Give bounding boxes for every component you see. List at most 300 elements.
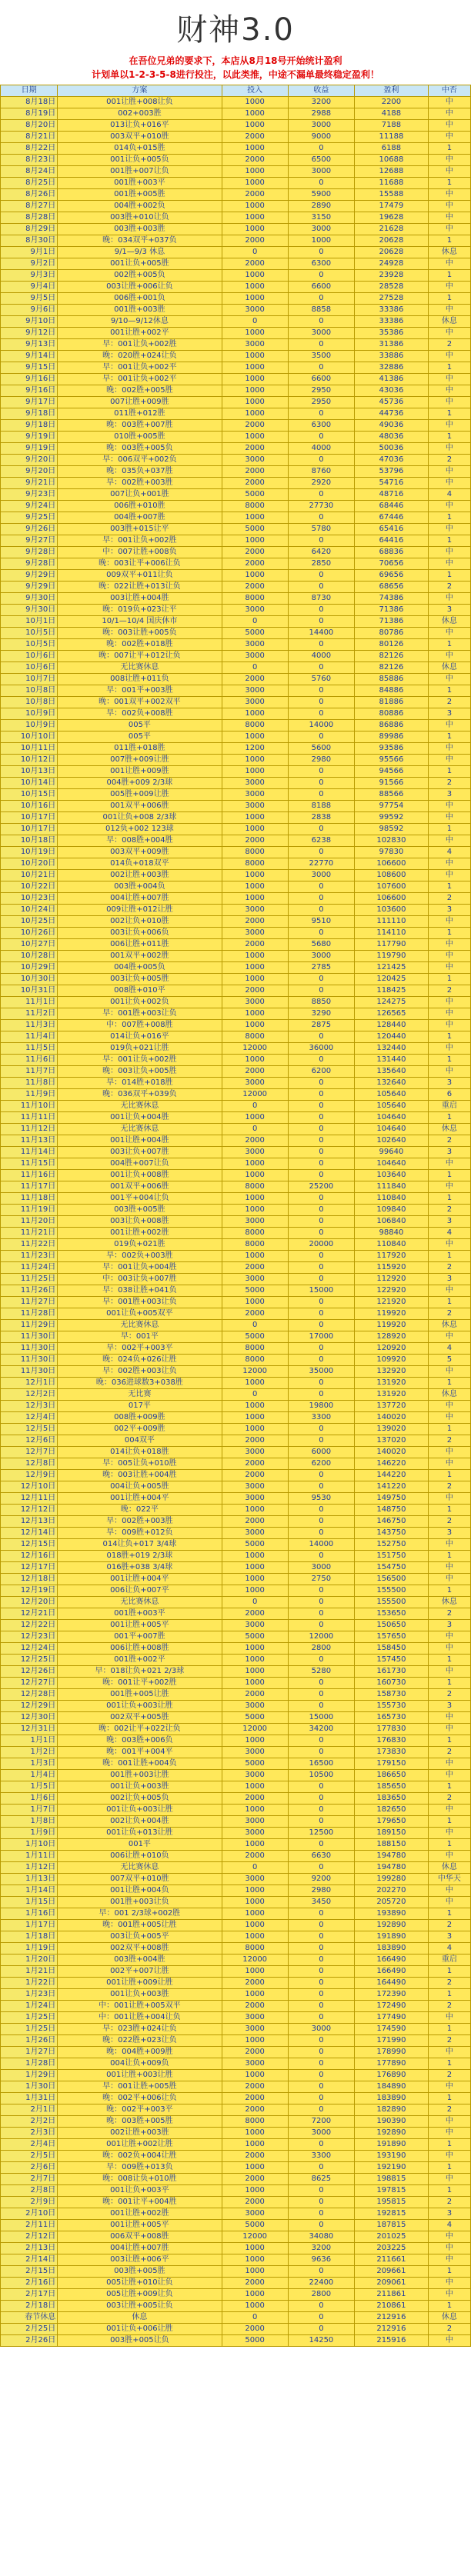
cell-return: 0 — [288, 824, 354, 835]
cell-stake: 2000 — [222, 1978, 288, 1989]
cell-stake: 3000 — [222, 1147, 288, 1158]
cell-profit: 183650 — [355, 1793, 429, 1805]
table-row — [1, 1481, 471, 1493]
cell-stake: 1000 — [222, 2139, 288, 2151]
cell-date: 12月30日 — [1, 1712, 58, 1724]
cell-hit: 1 — [428, 1839, 470, 1851]
cell-stake: 2000 — [222, 132, 288, 143]
cell-stake: 1000 — [222, 1989, 288, 2001]
cell-return: 4000 — [288, 651, 354, 662]
cell-hit: 中 — [428, 1851, 470, 1862]
cell-return: 6200 — [288, 1066, 354, 1078]
cell-profit: 173830 — [355, 1747, 429, 1758]
cell-stake: 2000 — [222, 235, 288, 247]
table-row — [1, 1274, 471, 1285]
cell-return: 5780 — [288, 524, 354, 535]
cell-return: 4000 — [288, 443, 354, 455]
cell-profit: 105640 — [355, 1101, 429, 1112]
cell-hit: 1 — [428, 1112, 470, 1124]
cell-profit: 68656 — [355, 582, 429, 593]
cell-return: 6600 — [288, 374, 354, 385]
cell-hit: 中 — [428, 997, 470, 1008]
cell-profit: 192815 — [355, 2208, 429, 2220]
cell-profit: 132920 — [355, 1366, 429, 1378]
cell-date: 11月7日 — [1, 1066, 58, 1078]
cell-plan: 001让胜+002胜 — [58, 1228, 222, 1239]
cell-hit: 中 — [428, 1562, 470, 1574]
cell-stake: 1000 — [222, 1424, 288, 1435]
cell-return: 0 — [288, 1931, 354, 1943]
table-row — [1, 501, 471, 512]
cell-stake: 1000 — [222, 708, 288, 720]
cell-plan: 001让负+005双平 — [58, 1308, 222, 1320]
cell-date: 2月3日 — [1, 2128, 58, 2139]
cell-date: 10月16日 — [1, 801, 58, 812]
table-row — [1, 2301, 471, 2312]
cell-hit: 1 — [428, 766, 470, 778]
table-row — [1, 951, 471, 962]
cell-plan: 晚：002平+006让负 — [58, 2093, 222, 2104]
cell-hit: 3 — [428, 1701, 470, 1712]
table-row — [1, 2254, 471, 2266]
cell-plan: 004胜+002负 — [58, 201, 222, 212]
cell-date: 11月30日 — [1, 1343, 58, 1355]
cell-profit: 33386 — [355, 316, 429, 328]
cell-profit: 20628 — [355, 235, 429, 247]
cell-hit: 2 — [428, 1135, 470, 1147]
cell-date: 10月31日 — [1, 985, 58, 997]
table-row — [1, 778, 471, 789]
table-row — [1, 1424, 471, 1435]
cell-return: 0 — [288, 143, 354, 155]
cell-plan: 001让胜+002让胜 — [58, 2139, 222, 2151]
column-header-stake: 投入 — [222, 85, 288, 97]
cell-plan: 早：009胜+013负 — [58, 2162, 222, 2174]
cell-hit: 2 — [428, 2197, 470, 2208]
cell-profit: 106600 — [355, 858, 429, 870]
cell-hit: 中 — [428, 1447, 470, 1458]
cell-plan: 010胜+005胜 — [58, 432, 222, 443]
cell-profit: 117920 — [355, 1251, 429, 1262]
cell-hit: 中 — [428, 1758, 470, 1770]
cell-hit: 中 — [428, 1401, 470, 1412]
cell-stake: 1000 — [222, 824, 288, 835]
cell-hit: 1 — [428, 178, 470, 189]
cell-hit: 3 — [428, 605, 470, 616]
cell-hit: 中 — [428, 812, 470, 824]
cell-hit: 中 — [428, 1181, 470, 1193]
cell-stake: 3000 — [222, 685, 288, 697]
table-row — [1, 685, 471, 697]
table-row — [1, 1308, 471, 1320]
table-row — [1, 1101, 471, 1112]
cell-plan: 001让胜+004平 — [58, 1574, 222, 1585]
cell-profit: 187815 — [355, 2220, 429, 2231]
cell-plan: 001让胜+004平 — [58, 1493, 222, 1505]
cell-stake: 3000 — [222, 639, 288, 651]
cell-plan: 晚：034双平+037负 — [58, 235, 222, 247]
cell-profit: 198815 — [355, 2174, 429, 2185]
cell-return: 0 — [288, 1862, 354, 1874]
cell-plan: 001让胜+008让负 — [58, 97, 222, 108]
cell-plan: 早：002胜+003让负 — [58, 1366, 222, 1378]
cell-plan: 003让胜+006让负 — [58, 282, 222, 293]
cell-hit: 中 — [428, 2116, 470, 2128]
cell-date: 11月10日 — [1, 1101, 58, 1112]
cell-hit: 2 — [428, 985, 470, 997]
cell-stake: 3000 — [222, 605, 288, 616]
table-row — [1, 432, 471, 443]
cell-date: 1月3日 — [1, 1758, 58, 1770]
table-row — [1, 1043, 471, 1055]
cell-stake: 0 — [222, 1862, 288, 1874]
cell-stake: 1000 — [222, 1193, 288, 1205]
cell-profit: 150650 — [355, 1620, 429, 1631]
cell-profit: 209061 — [355, 2278, 429, 2289]
cell-return: 6300 — [288, 258, 354, 270]
table-row — [1, 2035, 471, 2047]
cell-date: 11月26日 — [1, 1285, 58, 1297]
cell-plan: 001让胜+002胜 — [58, 2208, 222, 2220]
cell-plan: 007胜+009让胜 — [58, 755, 222, 766]
cell-hit: 1 — [428, 1816, 470, 1828]
cell-plan: 晚：001让胜+004负 — [58, 1758, 222, 1770]
table-row — [1, 1689, 471, 1701]
cell-date: 1月12日 — [1, 1862, 58, 1874]
cell-stake: 1000 — [222, 385, 288, 397]
cell-return: 27730 — [288, 501, 354, 512]
cell-profit: 179650 — [355, 1816, 429, 1828]
cell-date: 12月26日 — [1, 1666, 58, 1678]
cell-return: 9636 — [288, 2254, 354, 2266]
cell-return: 0 — [288, 1158, 354, 1170]
cell-date: 10月21日 — [1, 870, 58, 881]
cell-return: 2988 — [288, 108, 354, 120]
table-row — [1, 1320, 471, 1331]
cell-return: 0 — [288, 2093, 354, 2104]
cell-plan: 早：001让负+002胜 — [58, 1055, 222, 1066]
cell-hit: 中 — [428, 628, 470, 639]
cell-stake: 5000 — [222, 489, 288, 501]
table-row — [1, 1112, 471, 1124]
cell-stake: 8000 — [222, 1343, 288, 1355]
table-row — [1, 639, 471, 651]
table-row — [1, 1078, 471, 1089]
page-title: 财神3.0 — [176, 12, 295, 48]
cell-stake: 2000 — [222, 258, 288, 270]
cell-return: 0 — [288, 1701, 354, 1712]
cell-return: 0 — [288, 697, 354, 708]
cell-stake: 8000 — [222, 593, 288, 605]
cell-hit: 1 — [428, 270, 470, 282]
cell-plan: 003让胜+004胜 — [58, 593, 222, 605]
cell-profit: 212916 — [355, 2324, 429, 2335]
cell-return: 3000 — [288, 1562, 354, 1574]
cell-hit: 中 — [428, 1885, 470, 1897]
cell-date: 11月30日 — [1, 1355, 58, 1366]
cell-plan: 晚：022胜+023让负 — [58, 2035, 222, 2047]
cell-profit: 153650 — [355, 1608, 429, 1620]
cell-date: 12月7日 — [1, 1447, 58, 1458]
cell-hit: 1 — [428, 2301, 470, 2312]
cell-date: 1月25日 — [1, 2012, 58, 2024]
cell-profit: 17479 — [355, 201, 429, 212]
table-row — [1, 1631, 471, 1643]
cell-date: 10月5日 — [1, 639, 58, 651]
cell-date: 9月27日 — [1, 535, 58, 547]
table-row — [1, 1401, 471, 1412]
cell-plan: 004让负+009负 — [58, 2058, 222, 2070]
cell-hit: 1 — [428, 1251, 470, 1262]
cell-hit: 中 — [428, 1158, 470, 1170]
cell-date: 11月29日 — [1, 1320, 58, 1331]
cell-return: 0 — [288, 1805, 354, 1816]
cell-date: 12月25日 — [1, 1655, 58, 1666]
cell-hit: 3 — [428, 1147, 470, 1158]
table-row — [1, 535, 471, 547]
table-row — [1, 247, 471, 258]
cell-profit: 108600 — [355, 870, 429, 881]
cell-stake: 1000 — [222, 224, 288, 235]
cell-stake: 1000 — [222, 2301, 288, 2312]
cell-date: 10月17日 — [1, 824, 58, 835]
table-row — [1, 593, 471, 605]
cell-date: 1月24日 — [1, 2001, 58, 2012]
cell-plan: 003胜+005让负 — [58, 2335, 222, 2347]
cell-hit: 1 — [428, 1989, 470, 2001]
cell-profit: 21628 — [355, 224, 429, 235]
table-row — [1, 858, 471, 870]
cell-plan: 002胜+005负 — [58, 270, 222, 282]
cell-return: 6238 — [288, 835, 354, 847]
cell-plan: 008让胜+011负 — [58, 674, 222, 685]
cell-plan: 中：001让胜+004让负 — [58, 2012, 222, 2024]
cell-hit: 2 — [428, 1435, 470, 1447]
cell-date: 8月18日 — [1, 97, 58, 108]
cell-stake: 3000 — [222, 651, 288, 662]
cell-date: 11月13日 — [1, 1135, 58, 1147]
cell-plan: 晚：003让胜+004胜 — [58, 1470, 222, 1481]
table-row — [1, 974, 471, 985]
cell-hit: 中 — [428, 1828, 470, 1839]
cell-profit: 157650 — [355, 1631, 429, 1643]
cell-date: 10月8日 — [1, 697, 58, 708]
cell-plan: 019负+021胜 — [58, 1239, 222, 1251]
cell-return: 0 — [288, 1839, 354, 1851]
cell-hit: 3 — [428, 1078, 470, 1089]
table-row — [1, 2243, 471, 2254]
cell-return: 5280 — [288, 1666, 354, 1678]
cell-date: 11月8日 — [1, 1078, 58, 1089]
cell-date: 2月7日 — [1, 2174, 58, 2185]
cell-hit: 中 — [428, 651, 470, 662]
cell-plan: 001胜+007让负 — [58, 166, 222, 178]
cell-plan: 005平 — [58, 720, 222, 731]
cell-profit: 178990 — [355, 2047, 429, 2058]
cell-plan: 9/10—9/12休息 — [58, 316, 222, 328]
cell-hit: 休息 — [428, 316, 470, 328]
cell-plan: 晚：003胜+005胜 — [58, 2116, 222, 2128]
table-row — [1, 1828, 471, 1839]
cell-date: 1月14日 — [1, 1885, 58, 1897]
cell-profit: 195815 — [355, 2197, 429, 2208]
table-row — [1, 2081, 471, 2093]
table-row — [1, 2058, 471, 2070]
cell-hit: 4 — [428, 847, 470, 858]
cell-profit: 71386 — [355, 605, 429, 616]
cell-date: 12月8日 — [1, 1458, 58, 1470]
table-row — [1, 374, 471, 385]
cell-stake: 2000 — [222, 547, 288, 558]
cell-profit: 158450 — [355, 1643, 429, 1655]
table-row — [1, 558, 471, 570]
cell-plan: 002平+009胜 — [58, 1424, 222, 1435]
cell-plan: 001让负+013让胜 — [58, 1828, 222, 1839]
cell-hit: 中 — [428, 2254, 470, 2266]
cell-return: 0 — [288, 2012, 354, 2024]
cell-hit: 1 — [428, 1055, 470, 1066]
cell-stake: 1000 — [222, 512, 288, 524]
cell-profit: 190390 — [355, 2116, 429, 2128]
cell-stake: 1000 — [222, 1401, 288, 1412]
cell-plan: 003胜+004胜 — [58, 1954, 222, 1966]
cell-profit: 131920 — [355, 1389, 429, 1401]
cell-stake: 0 — [222, 1101, 288, 1112]
cell-hit: 中 — [428, 155, 470, 166]
cell-date: 12月19日 — [1, 1585, 58, 1597]
cell-date: 1月21日 — [1, 1966, 58, 1978]
table-row — [1, 1816, 471, 1828]
cell-profit: 11188 — [355, 132, 429, 143]
cell-date: 10月12日 — [1, 755, 58, 766]
cell-plan: 006让负+007平 — [58, 1585, 222, 1597]
cell-date: 11月20日 — [1, 1216, 58, 1228]
cell-profit: 99640 — [355, 1147, 429, 1158]
table-row — [1, 1331, 471, 1343]
cell-plan: 001让胜+009胜 — [58, 766, 222, 778]
cell-profit: 115920 — [355, 1262, 429, 1274]
cell-return: 3000 — [288, 870, 354, 881]
cell-stake: 1000 — [222, 120, 288, 132]
cell-return: 0 — [288, 408, 354, 420]
cell-profit: 80126 — [355, 639, 429, 651]
cell-profit: 186650 — [355, 1770, 429, 1781]
cell-stake: 3000 — [222, 305, 288, 316]
cell-date: 11月12日 — [1, 1124, 58, 1135]
cell-hit: 1 — [428, 2162, 470, 2174]
cell-hit: 1 — [428, 928, 470, 939]
cell-return: 0 — [288, 1608, 354, 1620]
table-row — [1, 1793, 471, 1805]
cell-plan: 中：003让负+007胜 — [58, 1274, 222, 1285]
cell-date: 11月17日 — [1, 1181, 58, 1193]
cell-date: 9月30日 — [1, 593, 58, 605]
cell-hit: 3 — [428, 1274, 470, 1285]
cell-plan: 早：001让负+002胜 — [58, 339, 222, 351]
cell-profit: 12688 — [355, 166, 429, 178]
cell-profit: 215916 — [355, 2335, 429, 2347]
cell-return: 0 — [288, 1078, 354, 1089]
cell-return: 6200 — [288, 1458, 354, 1470]
cell-profit: 128440 — [355, 1020, 429, 1031]
cell-date: 9月21日 — [1, 478, 58, 489]
cell-plan: 005平 — [58, 731, 222, 743]
table-row — [1, 466, 471, 478]
cell-return: 0 — [288, 789, 354, 801]
cell-profit: 98592 — [355, 824, 429, 835]
cell-date: 1月1日 — [1, 1735, 58, 1747]
cell-return: 0 — [288, 2104, 354, 2116]
table-row — [1, 1839, 471, 1851]
cell-return: 3300 — [288, 1412, 354, 1424]
cell-return: 0 — [288, 1343, 354, 1355]
cell-stake: 1000 — [222, 143, 288, 155]
cell-profit: 174590 — [355, 2024, 429, 2035]
table-row — [1, 1978, 471, 1989]
table-row — [1, 1758, 471, 1770]
cell-return: 0 — [288, 1735, 354, 1747]
cell-return: 0 — [288, 247, 354, 258]
cell-profit: 65416 — [355, 524, 429, 535]
cell-date: 2月11日 — [1, 2220, 58, 2231]
cell-hit: 中 — [428, 801, 470, 812]
cell-stake: 2000 — [222, 1262, 288, 1274]
cell-date: 12月12日 — [1, 1505, 58, 1516]
cell-profit: 211661 — [355, 2254, 429, 2266]
cell-stake: 5000 — [222, 524, 288, 535]
cell-profit: 209661 — [355, 2266, 429, 2278]
cell-profit: 172390 — [355, 1989, 429, 2001]
cell-return: 0 — [288, 605, 354, 616]
cell-hit: 中 — [428, 166, 470, 178]
cell-return: 0 — [288, 1620, 354, 1631]
cell-stake: 1000 — [222, 570, 288, 582]
cell-hit: 中 — [428, 189, 470, 201]
cell-plan: 006胜+001负 — [58, 293, 222, 305]
cell-hit: 1 — [428, 1655, 470, 1666]
cell-date: 2月13日 — [1, 2243, 58, 2254]
cell-profit: 212916 — [355, 2312, 429, 2324]
cell-plan: 晚：001让平+004胜 — [58, 2197, 222, 2208]
cell-return: 0 — [288, 1516, 354, 1528]
cell-date: 10月11日 — [1, 743, 58, 755]
table-row — [1, 1770, 471, 1781]
cell-plan: 无比赛休息 — [58, 1597, 222, 1608]
cell-hit: 1 — [428, 731, 470, 743]
cell-profit: 121920 — [355, 1297, 429, 1308]
cell-hit: 中 — [428, 1020, 470, 1031]
table-row — [1, 1620, 471, 1631]
cell-stake: 0 — [222, 1124, 288, 1135]
cell-stake: 1000 — [222, 1735, 288, 1747]
cell-return: 0 — [288, 2324, 354, 2335]
cell-date: 10月20日 — [1, 858, 58, 870]
cell-profit: 141220 — [355, 1481, 429, 1493]
cell-stake: 0 — [222, 616, 288, 628]
cell-plan: 003胜+005胜 — [58, 2266, 222, 2278]
cell-date: 10月17日 — [1, 812, 58, 824]
cell-date: 10月14日 — [1, 778, 58, 789]
cell-profit: 199280 — [355, 1874, 429, 1885]
cell-plan: 019负+021让胜 — [58, 1043, 222, 1055]
cell-date: 8月22日 — [1, 143, 58, 155]
table-row — [1, 1781, 471, 1793]
cell-plan: 早：005让负+010胜 — [58, 1458, 222, 1470]
cell-date: 9月3日 — [1, 270, 58, 282]
cell-hit: 中 — [428, 1770, 470, 1781]
cell-profit: 183890 — [355, 2093, 429, 2104]
cell-date: 12月29日 — [1, 1701, 58, 1712]
